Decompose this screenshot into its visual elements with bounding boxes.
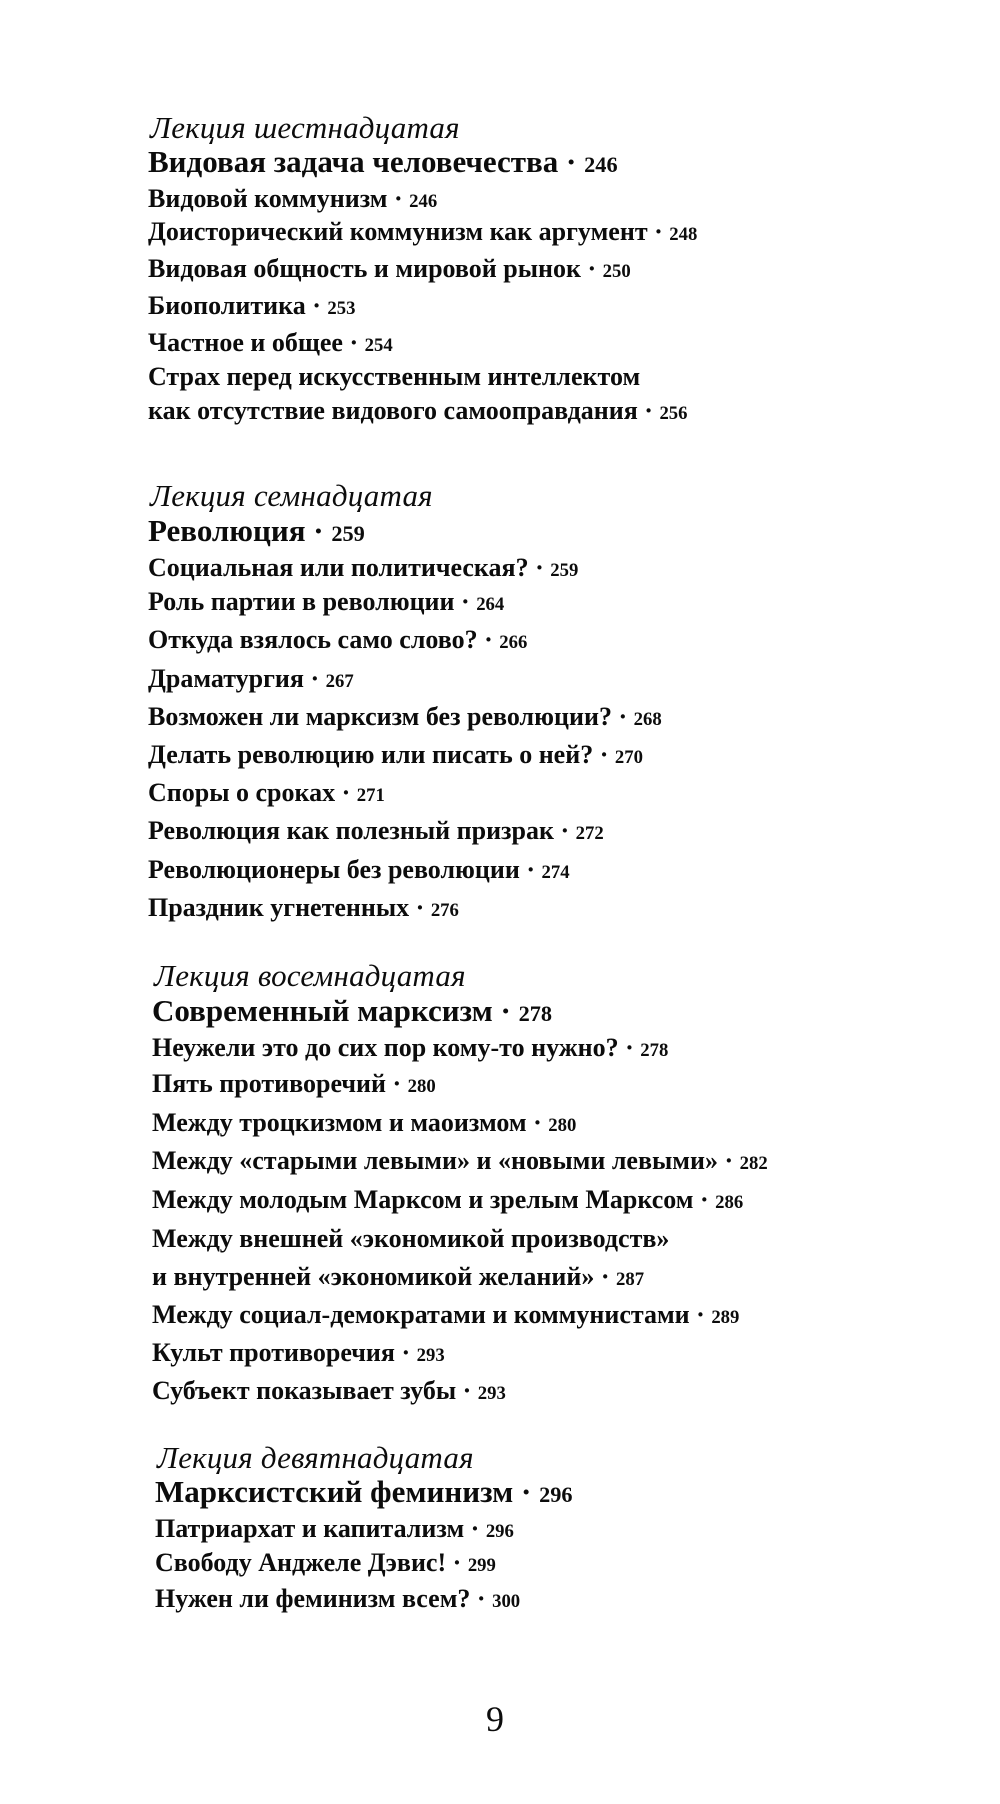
toc-entry-page-number: 256	[659, 403, 688, 424]
toc-entry-title: Между троцкизмом и маоизмом	[152, 1108, 527, 1137]
toc-entry-title: Культ противоречия	[152, 1338, 395, 1367]
toc-entry-page-number: 278	[640, 1040, 669, 1061]
toc-entry-title: Между внешней «экономикой производств»	[152, 1224, 670, 1253]
toc-entry-page-number: 266	[499, 632, 528, 653]
chapter-page-number: 246	[584, 152, 618, 177]
toc-entry	[148, 398, 688, 424]
separator-dot: ·	[594, 1262, 616, 1291]
toc-entry-page-number: 293	[416, 1345, 445, 1366]
toc-entry	[152, 1378, 506, 1404]
separator-dot: ·	[335, 778, 357, 807]
toc-entry	[152, 1264, 644, 1290]
toc-entry-title: Споры о сроках	[148, 778, 336, 807]
separator-dot: ·	[528, 553, 551, 582]
toc-entry-title: Частное и общее	[148, 328, 343, 357]
lecture-label: Лекция шестнадцатая	[150, 110, 460, 145]
toc-entry-page-number: 250	[602, 261, 631, 282]
toc-entry-page-number: 276	[430, 900, 459, 921]
toc-entry	[152, 1187, 743, 1213]
separator-dot: ·	[553, 816, 576, 845]
chapter-title-text: Революция	[148, 513, 306, 548]
toc-entry-page-number: 289	[711, 1307, 740, 1328]
toc-entry	[148, 857, 570, 883]
separator-dot: ·	[342, 328, 365, 357]
toc-entry	[148, 704, 662, 730]
toc-entry	[155, 1550, 496, 1576]
page-number: 9	[486, 1699, 504, 1739]
chapter-title	[148, 146, 618, 177]
chapter-title-text: Современный марксизм	[152, 993, 493, 1028]
toc-entry	[148, 895, 459, 921]
toc-entry-page-number: 271	[356, 785, 385, 806]
toc-entry-title: Делать революцию или писать о ней?	[148, 740, 594, 769]
toc-entry-title: Революция как полезный призрак	[148, 816, 554, 845]
toc-entry-page-number: 287	[616, 1269, 645, 1290]
toc-entry	[148, 364, 640, 390]
toc-entry	[148, 780, 385, 806]
toc-entry-page-number: 296	[485, 1521, 514, 1542]
separator-dot: ·	[303, 664, 326, 693]
toc-entry	[152, 1035, 668, 1061]
toc-entry-title: Патриархат и капитализм	[155, 1514, 465, 1543]
separator-dot: ·	[611, 702, 634, 731]
separator-dot: ·	[492, 993, 519, 1028]
toc-entry	[148, 293, 355, 319]
chapter-title	[152, 995, 552, 1026]
toc-entry-page-number: 264	[476, 594, 505, 615]
toc-entry-title: и внутренней «экономикой желаний»	[152, 1262, 595, 1291]
toc-entry-title: Революционеры без революции	[148, 855, 520, 884]
toc-entry	[152, 1110, 576, 1136]
toc-entry	[148, 818, 604, 844]
toc-entry	[148, 219, 697, 245]
toc-entry	[155, 1516, 514, 1542]
toc-entry-title: Нужен ли феминизм всем?	[155, 1584, 471, 1613]
lecture-label: Лекция восемнадцатая	[154, 958, 466, 993]
separator-dot: ·	[456, 1376, 478, 1405]
toc-entry-page-number: 254	[364, 335, 393, 356]
toc-entry-page-number: 282	[739, 1153, 768, 1174]
toc-entry-page-number: 300	[492, 1591, 521, 1612]
separator-dot: ·	[558, 144, 585, 179]
toc-entry-page-number: 286	[715, 1192, 744, 1213]
toc-entry-page-number: 253	[327, 298, 356, 319]
lecture-label: Лекция девятнадцатая	[157, 1440, 474, 1475]
toc-entry-title: Откуда взялось само слово?	[148, 625, 478, 654]
toc-entry-title: Биополитика	[148, 291, 306, 320]
toc-entry-page-number: 246	[409, 191, 438, 212]
toc-entry-title: Пять противоречий	[152, 1069, 386, 1098]
separator-dot: ·	[464, 1514, 486, 1543]
toc-entry	[152, 1302, 739, 1328]
toc-entry-title: Видовая общность и мировой рынок	[148, 254, 581, 283]
toc-entry	[148, 186, 437, 212]
toc-entry-page-number: 259	[550, 560, 579, 581]
separator-dot: ·	[387, 184, 410, 213]
separator-dot: ·	[618, 1033, 641, 1062]
chapter-title-text: Видовая задача человечества	[148, 144, 559, 179]
separator-dot: ·	[717, 1146, 740, 1175]
toc-entry	[148, 555, 578, 581]
toc-entry-title: Доисторический коммунизм как аргумент	[148, 217, 648, 246]
toc-entry	[152, 1071, 436, 1097]
toc-entry	[152, 1148, 768, 1174]
toc-entry-page-number: 280	[407, 1076, 436, 1097]
separator-dot: ·	[394, 1338, 417, 1367]
separator-dot: ·	[446, 1548, 468, 1577]
toc-entry-title: Между «старыми левыми» и «новыми левыми»	[152, 1146, 718, 1175]
toc-entry-page-number: 274	[541, 862, 570, 883]
toc-entry-title: Роль партии в революции	[148, 587, 455, 616]
toc-entry-title: Возможен ли марксизм без революции?	[148, 702, 612, 731]
toc-entry-page-number: 299	[467, 1555, 496, 1576]
toc-entry	[148, 330, 393, 356]
toc-entry-title: Видовой коммунизм	[148, 184, 388, 213]
separator-dot: ·	[477, 625, 500, 654]
separator-dot: ·	[519, 855, 542, 884]
toc-entry-title: Страх перед искусственным интеллектом	[148, 362, 641, 391]
separator-dot: ·	[305, 513, 332, 548]
toc-entry	[148, 666, 354, 692]
toc-entry-title: Драматургия	[148, 664, 304, 693]
toc-entry	[155, 1586, 520, 1612]
toc-entry	[148, 256, 631, 282]
toc-entry-page-number: 248	[669, 224, 698, 245]
separator-dot: ·	[526, 1108, 549, 1137]
toc-entry-title: Субъект показывает зубы	[152, 1376, 457, 1405]
separator-dot: ·	[689, 1300, 712, 1329]
separator-dot: ·	[305, 291, 328, 320]
toc-entry-title: Праздник угнетенных	[148, 893, 410, 922]
toc-entry-title: Между молодым Марксом и зрелым Марксом	[152, 1185, 694, 1214]
separator-dot: ·	[593, 740, 615, 769]
toc-entry-title: как отсутствие видового самооправдания	[148, 396, 638, 425]
separator-dot: ·	[513, 1474, 540, 1509]
chapter-page-number: 278	[518, 1001, 553, 1026]
lecture-label: Лекция семнадцатая	[150, 478, 433, 513]
toc-entry	[152, 1340, 445, 1366]
toc-entry-title: Неужели это до сих пор кому-то нужно?	[152, 1033, 619, 1062]
toc-entry-page-number: 280	[548, 1115, 577, 1136]
separator-dot: ·	[637, 396, 660, 425]
toc-entry-page-number: 272	[575, 823, 604, 844]
toc-entry	[152, 1226, 669, 1252]
separator-dot: ·	[454, 587, 477, 616]
separator-dot: ·	[409, 893, 431, 922]
toc-entry-title: Между социал-демократами и коммунистами	[152, 1300, 690, 1329]
separator-dot: ·	[693, 1185, 716, 1214]
toc-entry-page-number: 268	[633, 709, 662, 730]
toc-entry-page-number: 293	[477, 1383, 506, 1404]
chapter-page-number: 259	[331, 521, 365, 546]
toc-entry	[148, 742, 643, 768]
separator-dot: ·	[470, 1584, 493, 1613]
chapter-title	[148, 515, 365, 546]
separator-dot: ·	[580, 254, 603, 283]
chapter-title	[155, 1476, 573, 1507]
toc-entry	[148, 627, 527, 653]
toc-entry-page-number: 267	[325, 671, 354, 692]
toc-entry-page-number: 270	[614, 747, 643, 768]
chapter-title-text: Марксистский феминизм	[155, 1474, 514, 1509]
toc-entry	[148, 589, 504, 615]
toc-entry-title: Социальная или политическая?	[148, 553, 529, 582]
separator-dot: ·	[647, 217, 670, 246]
chapter-page-number: 296	[539, 1482, 573, 1507]
toc-entry-title: Свободу Анджеле Дэвис!	[155, 1548, 447, 1577]
separator-dot: ·	[386, 1069, 408, 1098]
